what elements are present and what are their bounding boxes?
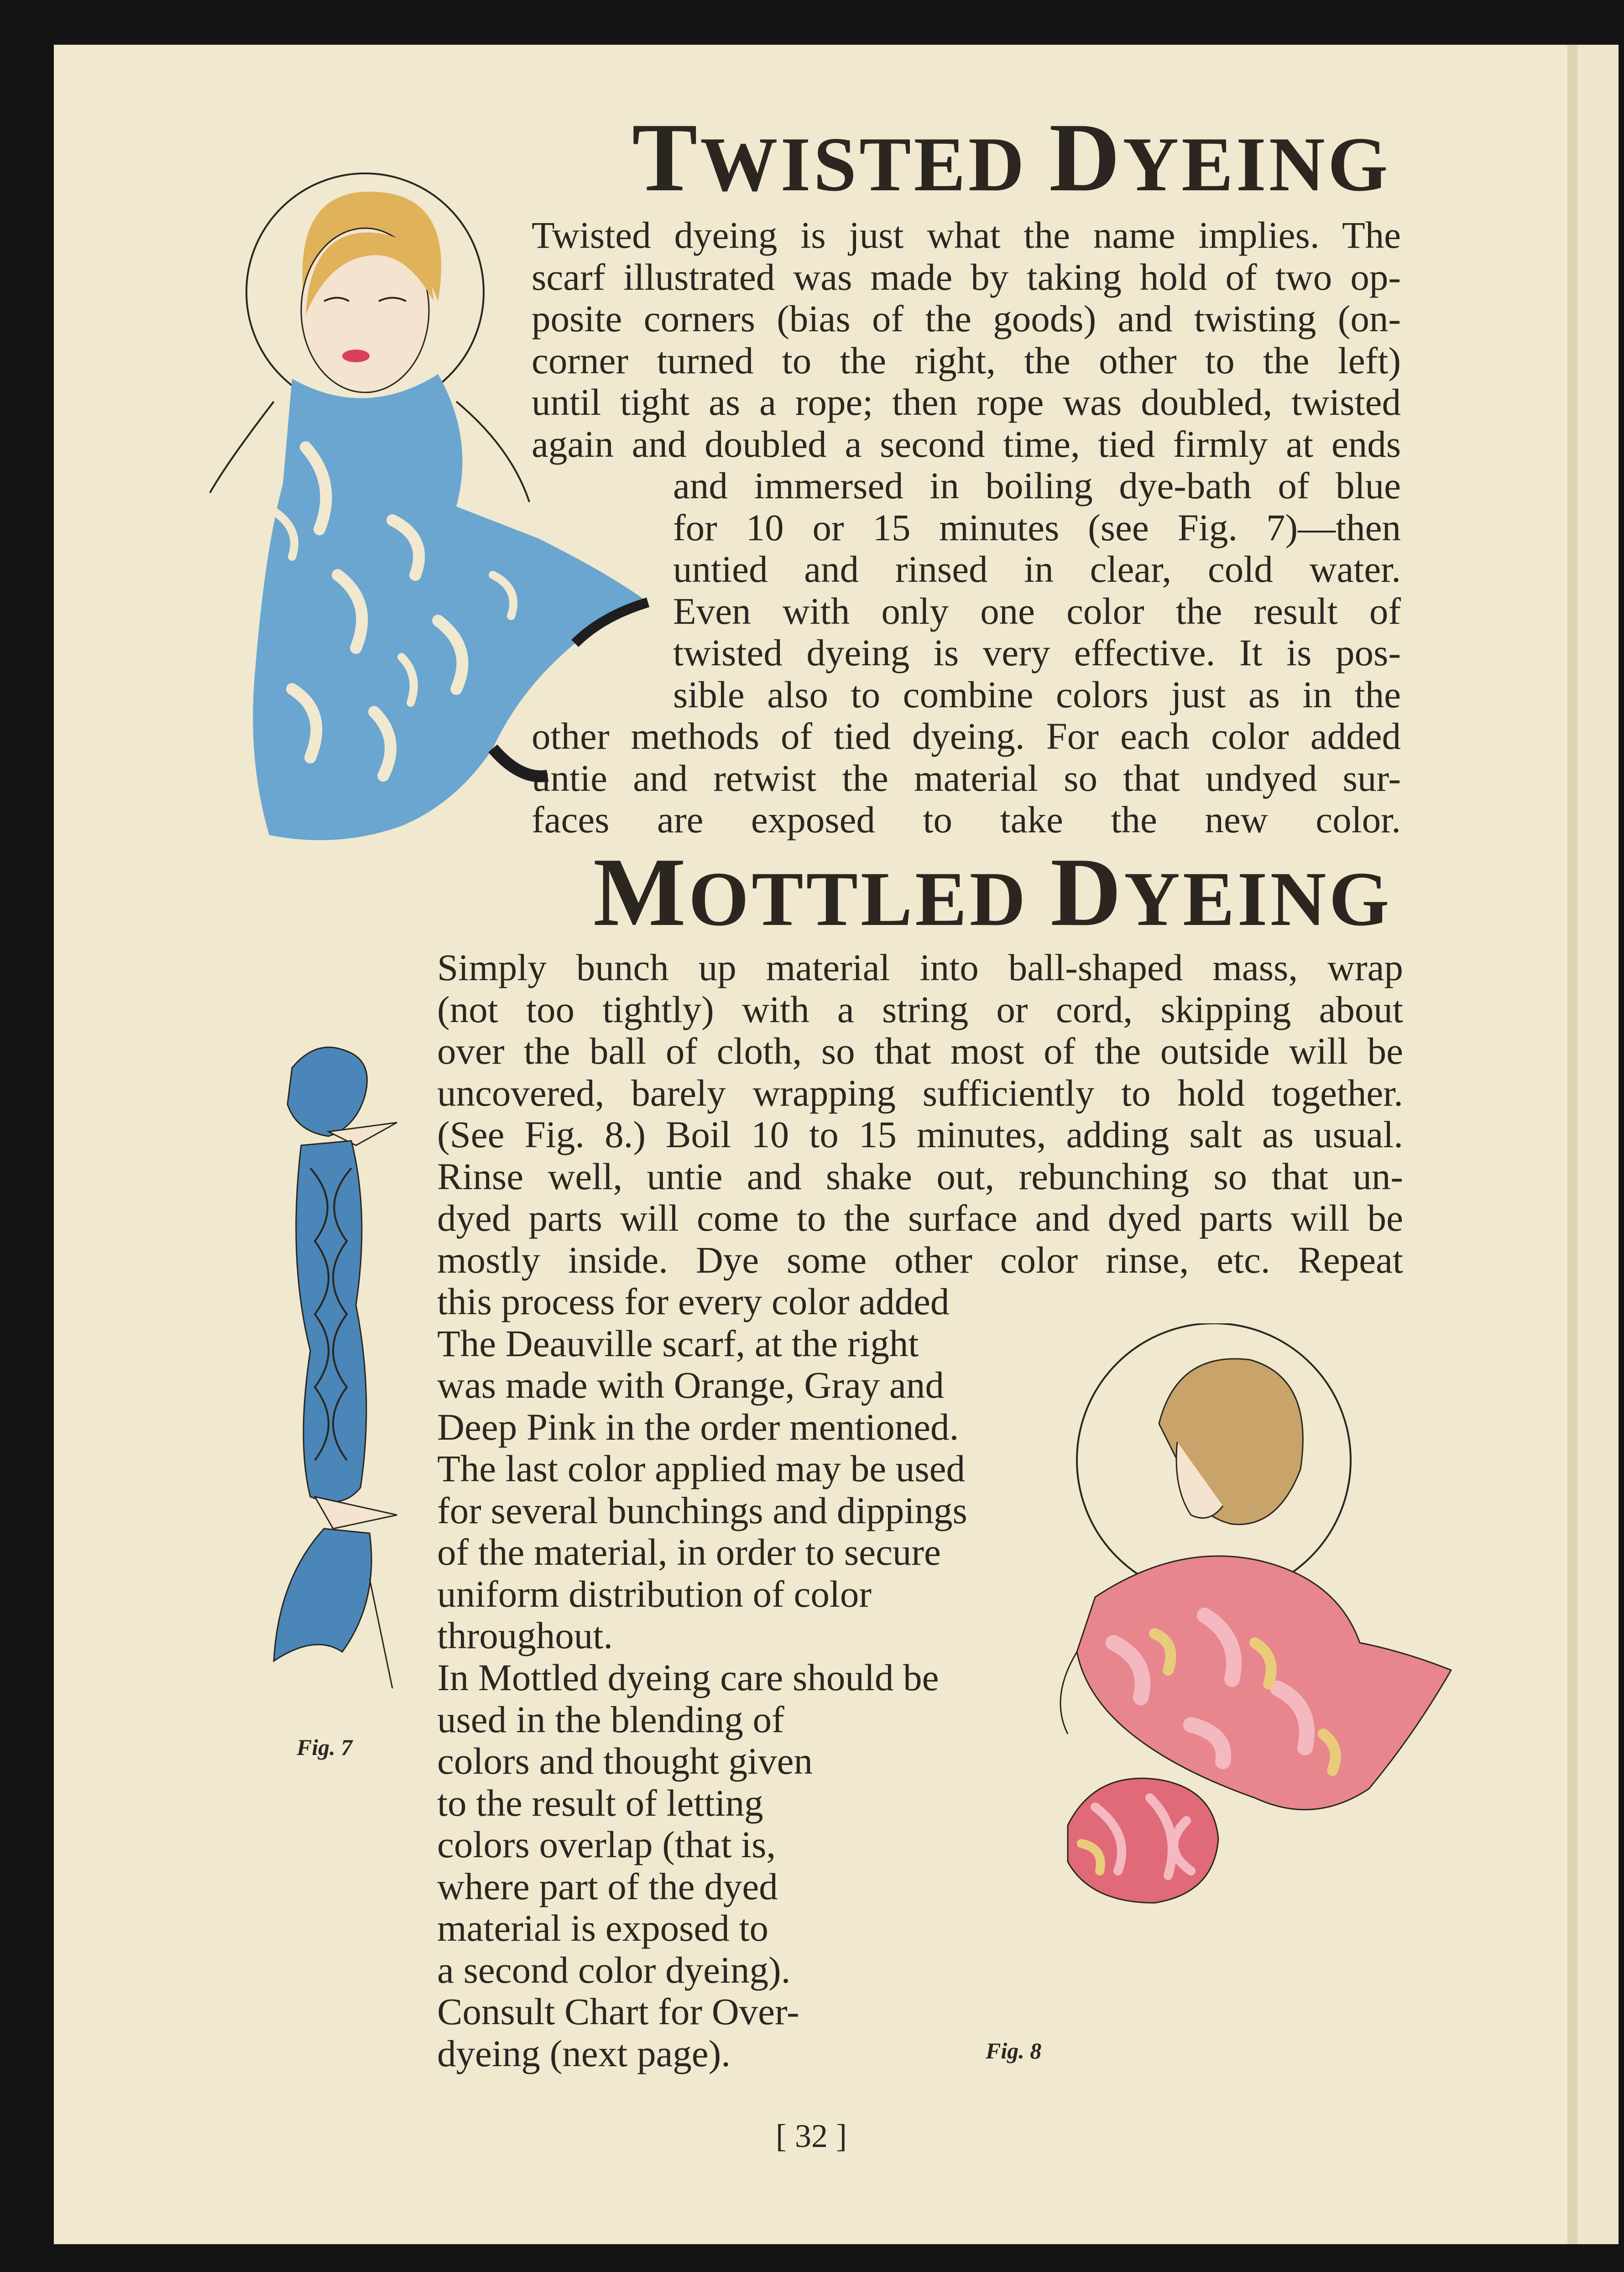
mottled-paragraph-2: this process for every color added The Deauville scarf, at the right was made with Orange, Gray and Deep Pink in the order mentioned. The last color applied may be used for several bunchings and dippings of the material, in order to secure uniform distribution of color throughout. xyxy=(437,1280,967,1656)
mottled-paragraph-3: In Mottled dyeing care should be used in the blending of colors and thought given to the result of letting colors overlap (that is, where part of the dyed material is exposed to a second color dyeing). Consult Chart for Over- dyeing (next page). xyxy=(437,1656,939,2074)
woman-pink-deauville-scarf-illustration xyxy=(1040,1323,1460,1935)
mottled-dyeing-title: MOTTLED DYEING xyxy=(593,837,1392,946)
mottled-paragraph-1: Simply bunch up material into ball-shaped mass, wrap (not too tightly) with a string or cord, skipping about over the ball of cloth, so that most of the outside will be uncovered, barely wrapping sufficiently to hold together. (See Fig. 8.) Boil 10 to 15 minutes, adding salt as usual. Rinse well, untie and shake out, rebunching so that un- dyed parts will come to the surface and dyed parts will be mostly inside. Dye some other color rinse, etc. Repeat xyxy=(437,946,1403,1281)
woman-blue-scarf-illustration xyxy=(201,164,666,858)
fig7-caption: Fig. 7 xyxy=(297,1734,353,1760)
twisted-dyeing-title: TWISTED DYEING xyxy=(632,103,1391,212)
twisted-paragraph-2: and immersed in boiling dye-bath of blue for 10 or 15 minutes (see Fig. 7)—then untied and rinsed in clear, cold water. Even with only one color the result of twisted dyeing is very effective. It is pos- sible also to combine colors just as in the xyxy=(673,465,1401,716)
page-number: [ 32 ] xyxy=(776,2118,847,2154)
book-spine xyxy=(1567,45,1577,2244)
twisted-paragraph-1: Twisted dyeing is just what the name implies. The scarf illustrated was made by taking hold of two op- posite corners (bias of the goods) and twisting (on- corner turned to the right, the other to the left) until tight as a rope; then rope was doubled, twisted again and doubled a second time, tied firmly at ends xyxy=(532,214,1401,465)
twisted-rope-illustration xyxy=(260,1031,411,1697)
next-page-edge xyxy=(1577,45,1619,2244)
fig8-caption: Fig. 8 xyxy=(986,2038,1042,2063)
twisted-paragraph-3: other methods of tied dyeing. For each color added untie and retwist the material so that undyed sur- faces are exposed to take the new color. xyxy=(532,715,1401,841)
